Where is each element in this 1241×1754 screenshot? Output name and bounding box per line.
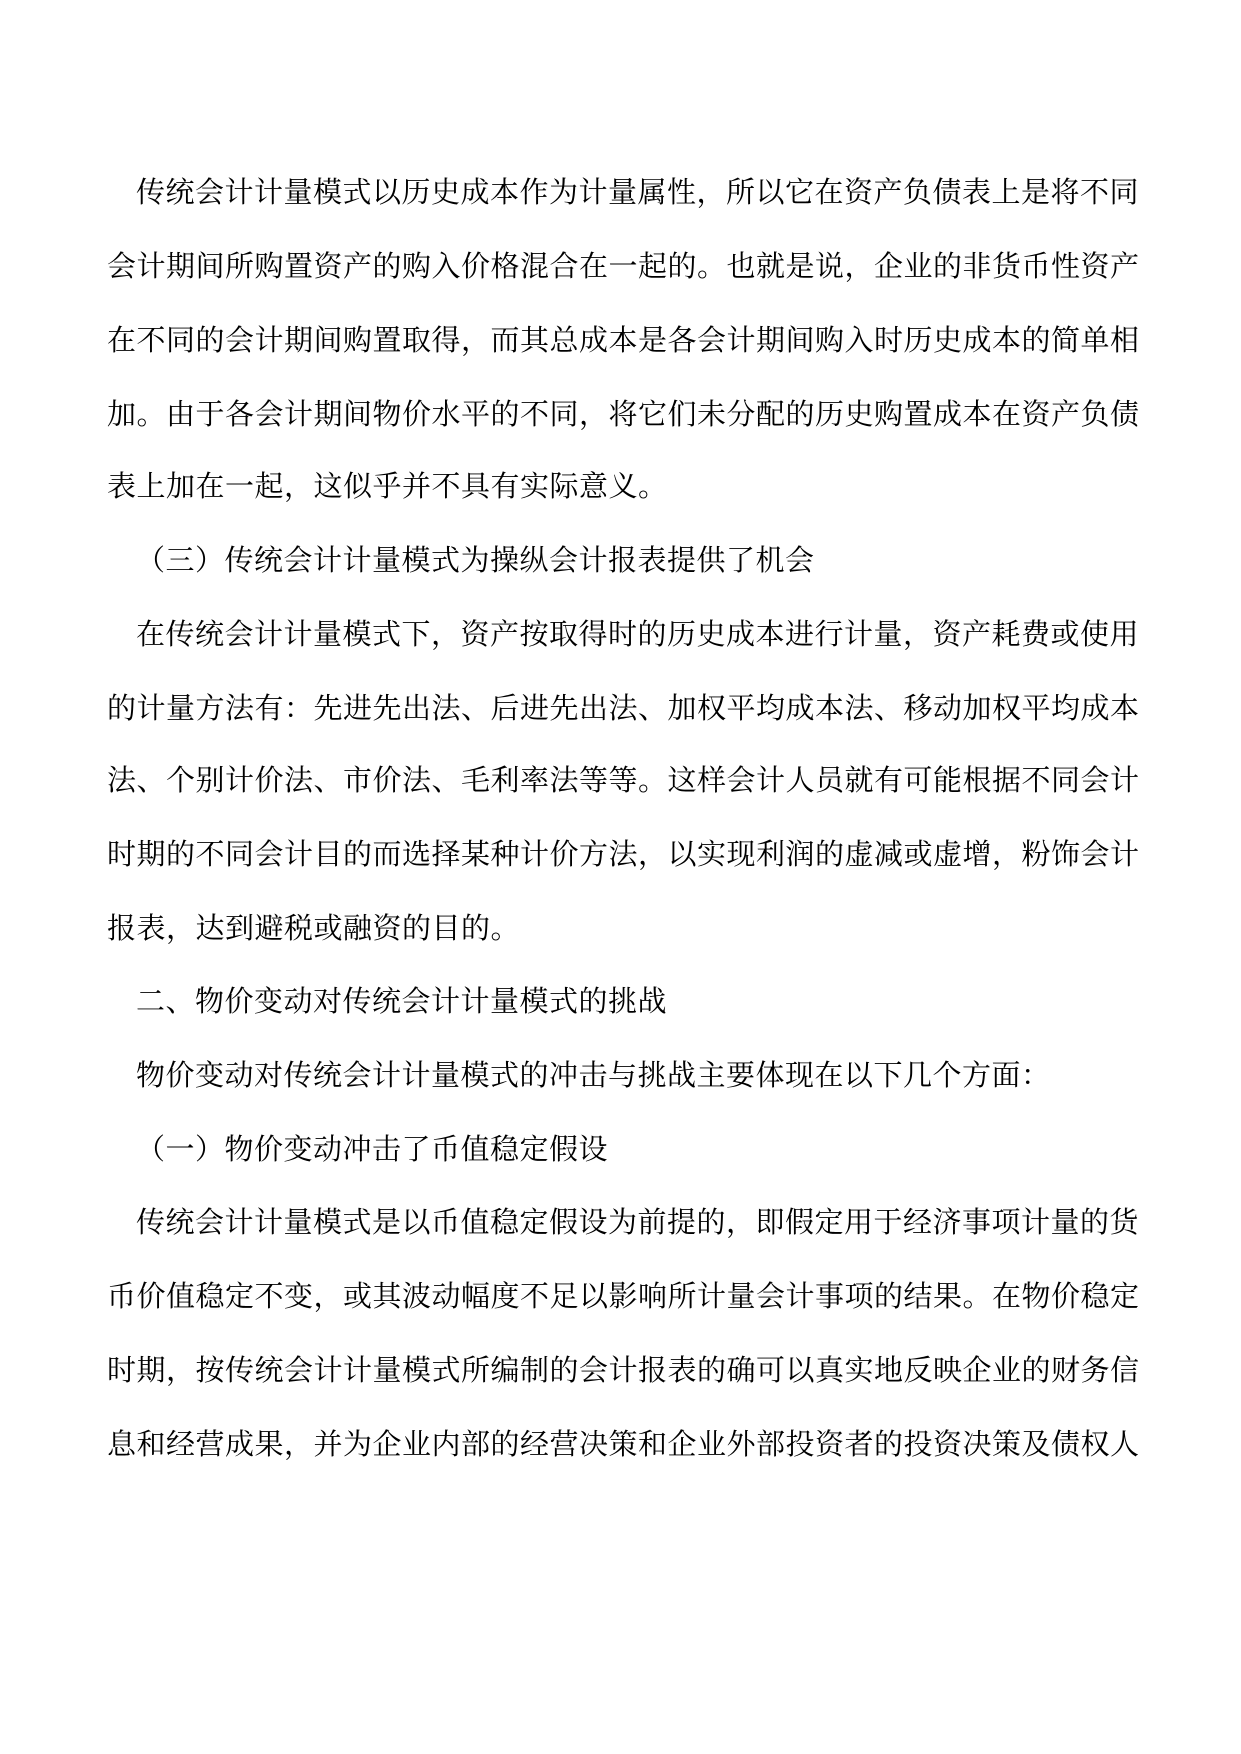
chapter-heading-2: 二、物价变动对传统会计计量模式的挑战 [136, 984, 668, 1018]
paragraph-2-line-2: 的计量方法有：先进先出法、后进先出法、加权平均成本法、移动加权平均成本 [107, 691, 1140, 725]
paragraph-1-line-1: 传统会计计量模式以历史成本作为计量属性，所以它在资产负债表上是将不同 [136, 175, 1140, 209]
paragraph-1-line-2: 会计期间所购置资产的购入价格混合在一起的。也就是说，企业的非货币性资产 [107, 249, 1140, 283]
paragraph-1-line-4: 加。由于各会计期间物价水平的不同，将它们未分配的历史购置成本在资产负债 [107, 397, 1140, 431]
paragraph-2-line-3: 法、个别计价法、市价法、毛利率法等等。这样会计人员就有可能根据不同会计 [107, 763, 1140, 797]
section-heading-3: （三）传统会计计量模式为操纵会计报表提供了机会 [136, 543, 815, 577]
paragraph-4-line-4: 息和经营成果，并为企业内部的经营决策和企业外部投资者的投资决策及债权人 [107, 1427, 1140, 1461]
paragraph-4-line-3: 时期，按传统会计计量模式所编制的会计报表的确可以真实地反映企业的财务信 [107, 1353, 1140, 1387]
paragraph-3-line-1: 物价变动对传统会计计量模式的冲击与挑战主要体现在以下几个方面： [136, 1058, 1051, 1092]
paragraph-4-line-2: 币价值稳定不变，或其波动幅度不足以影响所计量会计事项的结果。在物价稳定 [107, 1279, 1140, 1313]
paragraph-4-line-1: 传统会计计量模式是以币值稳定假设为前提的，即假定用于经济事项计量的货 [136, 1205, 1140, 1239]
paragraph-2-line-1: 在传统会计计量模式下，资产按取得时的历史成本进行计量，资产耗费或使用 [136, 617, 1140, 651]
paragraph-1-line-5: 表上加在一起，这似乎并不具有实际意义。 [107, 469, 668, 503]
paragraph-1-line-3: 在不同的会计期间购置取得，而其总成本是各会计期间购入时历史成本的简单相 [107, 323, 1140, 357]
paragraph-2-line-5: 报表，达到避税或融资的目的。 [107, 911, 521, 945]
section-heading-1: （一）物价变动冲击了币值稳定假设 [136, 1132, 609, 1166]
paragraph-2-line-4: 时期的不同会计目的而选择某种计价方法，以实现利润的虚减或虚增，粉饰会计 [107, 837, 1140, 871]
